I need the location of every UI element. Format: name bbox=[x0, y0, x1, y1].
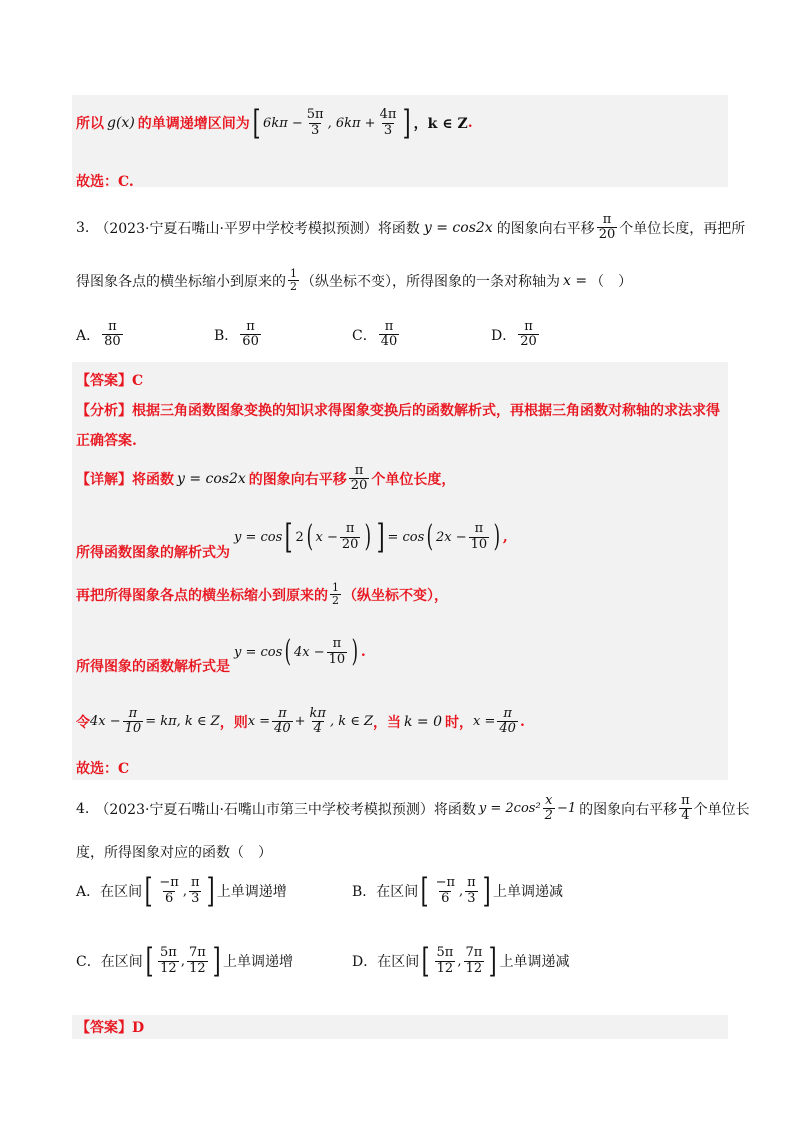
frac-den: 12 bbox=[465, 960, 483, 976]
frac-den: 20 bbox=[341, 536, 359, 552]
question-source: （2023·宁夏石嘴山·石嘴山市第三中学校考模拟预测）将函数 bbox=[95, 801, 476, 818]
expr: y = cos [ 2 ( x − $\frac{\pi}{20}$ ) ] = cos ( 2x − $\frac{\pi}{10}$ ) bbox=[234, 517, 501, 557]
expr-part: 2 bbox=[295, 529, 304, 545]
option-label: A． bbox=[76, 327, 101, 344]
analysis-line-1: 【分析】根据三角函数图象变换的知识求得图象变换后的函数解析式，再根据三角函数对称轴的求法求得 bbox=[76, 403, 720, 419]
frac-num: π bbox=[332, 636, 342, 652]
frac-den: 10 bbox=[124, 721, 142, 737]
period: . bbox=[467, 115, 473, 131]
option-label: B． bbox=[214, 327, 239, 344]
function-expr: y = cos2x bbox=[423, 219, 493, 236]
option-tail: 上单调递增 bbox=[223, 954, 294, 970]
frac-num: π bbox=[503, 706, 512, 721]
q3-option-b[interactable] bbox=[214, 320, 263, 350]
result-mid: 的单调递增区间为 bbox=[137, 116, 250, 132]
text: 的图象向右平移 bbox=[496, 220, 595, 237]
text: 所得函数图象的解析式为 bbox=[76, 545, 230, 561]
text: ，当 bbox=[373, 714, 401, 731]
function-expr bbox=[479, 794, 576, 824]
q4-line1 bbox=[76, 794, 750, 824]
frac-num: π bbox=[278, 706, 287, 721]
frac-num: 5π bbox=[159, 945, 177, 961]
frac-num: −π bbox=[159, 875, 179, 891]
frac-den: 12 bbox=[160, 960, 177, 976]
frac-num: π bbox=[384, 319, 394, 334]
text: （纵坐标不变），所得图象的一条对称轴为 bbox=[301, 273, 560, 290]
option-label: D．在区间 bbox=[352, 954, 420, 970]
frac-den: 20 bbox=[520, 334, 537, 350]
q4-line2: 度，所得图象对应的函数（ ） bbox=[76, 845, 272, 861]
text: 的图象向右平移 bbox=[248, 471, 347, 488]
text: 时， bbox=[445, 714, 474, 731]
option-label: B．在区间 bbox=[352, 884, 419, 900]
q4-option-b[interactable] bbox=[352, 871, 563, 911]
q3-line1 bbox=[76, 213, 745, 243]
frac-num: π bbox=[246, 319, 255, 334]
question-number: 3. bbox=[76, 219, 90, 236]
frac-num: π bbox=[190, 875, 200, 891]
text: （纵坐标不变）， bbox=[343, 587, 448, 604]
frac-den: 40 bbox=[499, 721, 516, 737]
q3-option-a[interactable] bbox=[76, 320, 125, 350]
expr-part: k = 0 bbox=[404, 713, 443, 730]
frac-num: 4π bbox=[379, 107, 397, 123]
frac-den: 2 bbox=[332, 594, 339, 608]
x-equals: x = bbox=[563, 272, 588, 289]
detail-line-1 bbox=[76, 464, 455, 494]
expr-part: 4x − bbox=[294, 644, 325, 660]
expr: y = cos ( 4x − $\frac{\pi}{10}$ ) bbox=[234, 634, 359, 669]
expr-part: y = cos bbox=[234, 529, 283, 545]
frac-den: 2 bbox=[544, 808, 553, 824]
frac-den: 12 bbox=[436, 960, 454, 976]
frac-den: 20 bbox=[598, 227, 616, 243]
choice-line: 故选：C bbox=[76, 761, 130, 777]
comma: , bbox=[502, 529, 508, 545]
expr-part: = kπ, k ∈ Z bbox=[145, 714, 220, 730]
text: 个单位长 bbox=[693, 801, 750, 818]
frac-den: 80 bbox=[104, 334, 121, 350]
frac-num: −π bbox=[435, 875, 455, 891]
frac-num: π bbox=[354, 463, 364, 478]
text: 令 bbox=[76, 714, 90, 731]
frac-num: 1 bbox=[332, 581, 339, 594]
frac-den: 40 bbox=[274, 721, 291, 737]
frac-num: π bbox=[524, 319, 533, 334]
frac-den: 10 bbox=[470, 536, 488, 552]
frac-den: 20 bbox=[350, 478, 368, 494]
text: 得图象各点的横坐标缩小到原来的 bbox=[76, 273, 286, 290]
expr-part: x − bbox=[315, 529, 338, 545]
text: 个单位长度， bbox=[371, 471, 456, 488]
frac-den: 60 bbox=[242, 334, 259, 350]
text: 个单位长度，再把所 bbox=[619, 220, 746, 237]
expr-part: x = bbox=[473, 714, 496, 730]
analysis-line-2: 正确答案. bbox=[76, 433, 137, 449]
frac-num: π bbox=[602, 212, 612, 227]
frac-num: 7π bbox=[188, 945, 206, 961]
option-tail: 上单调递减 bbox=[492, 884, 563, 900]
detail-line-2 bbox=[76, 512, 508, 562]
choice-line: 故选：C. bbox=[76, 174, 134, 190]
option-label: C．在区间 bbox=[76, 954, 143, 970]
interval: [ $\frac{5\pi}{12}$ , $\frac{7\pi}{12}$ ] bbox=[421, 941, 497, 981]
question-source: （2023·宁夏石嘴山·平罗中学校考模拟预测）将函数 bbox=[95, 220, 420, 237]
function-expr: y = cos2x bbox=[177, 470, 246, 487]
option-label: A．在区间 bbox=[76, 884, 143, 900]
option-tail: 上单调递增 bbox=[216, 884, 287, 900]
text: ，则 bbox=[219, 714, 248, 731]
interval-b: , 6kπ + bbox=[327, 115, 376, 131]
frac-den: 3 bbox=[311, 122, 320, 138]
answer-blank: （ ） bbox=[590, 273, 633, 290]
expr-part: 4x − bbox=[90, 714, 121, 730]
frac-num: π bbox=[345, 521, 355, 537]
frac-num: 5π bbox=[306, 107, 324, 123]
answer-line: 【答案】C bbox=[76, 373, 144, 389]
frac-den: 3 bbox=[383, 122, 393, 138]
question-number: 4. bbox=[76, 800, 90, 817]
option-tail: 上单调递减 bbox=[499, 954, 570, 970]
frac-den: 6 bbox=[164, 890, 174, 906]
detail-line-3 bbox=[76, 582, 448, 607]
frac-num: 1 bbox=[290, 267, 297, 280]
q3-line2 bbox=[76, 268, 632, 293]
q4-option-a[interactable] bbox=[76, 871, 287, 911]
frac-num: kπ bbox=[309, 706, 326, 721]
option-label: D． bbox=[491, 327, 517, 344]
solution-block-q4 bbox=[72, 1015, 728, 1039]
q3-option-c[interactable] bbox=[352, 320, 401, 350]
expr bbox=[248, 707, 373, 737]
frac-den: 10 bbox=[328, 651, 346, 667]
q3-option-d[interactable] bbox=[491, 320, 541, 350]
expr-part: y = cos bbox=[234, 644, 283, 660]
expr-part: −1 bbox=[556, 801, 577, 817]
frac-den: 3 bbox=[467, 890, 476, 906]
expr bbox=[473, 707, 520, 737]
frac-num: π bbox=[128, 706, 138, 721]
frac-num: 5π bbox=[436, 945, 454, 961]
interval-expression: [ 6kπ − $\frac{5\pi}{3}$ , 6kπ + $\frac{4\pi}{3}$ ] bbox=[252, 103, 412, 143]
frac-den: 6 bbox=[441, 890, 450, 906]
period: . bbox=[360, 644, 366, 660]
interval: [ $\frac{-\pi}{6}$ , $\frac{\pi}{3}$ ] bbox=[420, 871, 491, 911]
answer-line: 【答案】D bbox=[76, 1020, 145, 1036]
frac-num: 7π bbox=[465, 945, 483, 961]
frac-den: 3 bbox=[191, 890, 200, 906]
expr-part: x = bbox=[247, 714, 271, 730]
option-label: C． bbox=[352, 327, 377, 344]
frac-den: 12 bbox=[189, 960, 206, 976]
detail-line-4 bbox=[76, 628, 366, 676]
g-x: g(x) bbox=[107, 115, 135, 131]
k-in-z: ，k ∈ Z bbox=[413, 116, 468, 132]
frac-den: 4 bbox=[681, 808, 690, 824]
expr-part: 2x − bbox=[435, 529, 467, 545]
expr-part: , k ∈ Z bbox=[329, 714, 373, 730]
interval: [ $\frac{-\pi}{6}$ , $\frac{\pi}{3}$ ] bbox=[144, 871, 215, 911]
frac-den: 4 bbox=[313, 721, 322, 737]
frac-den: 2 bbox=[290, 280, 297, 294]
text: 【详解】将函数 bbox=[76, 471, 174, 488]
expr-part: y = 2cos² bbox=[478, 801, 541, 817]
period: . bbox=[519, 713, 525, 730]
frac-num: π bbox=[681, 793, 690, 808]
frac-den: 40 bbox=[380, 334, 398, 350]
frac-num: π bbox=[474, 521, 484, 537]
q4-option-c[interactable] bbox=[76, 941, 294, 981]
text: 的图象向右平移 bbox=[579, 801, 678, 818]
expr-part: + bbox=[294, 714, 306, 730]
result-prefix: 所以 bbox=[76, 116, 104, 132]
frac-num: π bbox=[108, 319, 117, 334]
frac-num: x bbox=[545, 793, 553, 808]
expr bbox=[90, 707, 220, 737]
q4-option-d[interactable] bbox=[352, 941, 570, 981]
expr-part: = cos bbox=[387, 529, 425, 545]
solution-result-line bbox=[76, 103, 473, 143]
frac-num: π bbox=[467, 875, 476, 891]
interval-a: 6kπ − bbox=[263, 115, 303, 131]
detail-line-5 bbox=[76, 707, 525, 737]
interval: [ $\frac{5\pi}{12}$ , $\frac{7\pi}{12}$ ] bbox=[145, 941, 221, 981]
text: 所得图象的函数解析式是 bbox=[76, 659, 230, 675]
text: 再把所得图象各点的横坐标缩小到原来的 bbox=[76, 587, 328, 604]
